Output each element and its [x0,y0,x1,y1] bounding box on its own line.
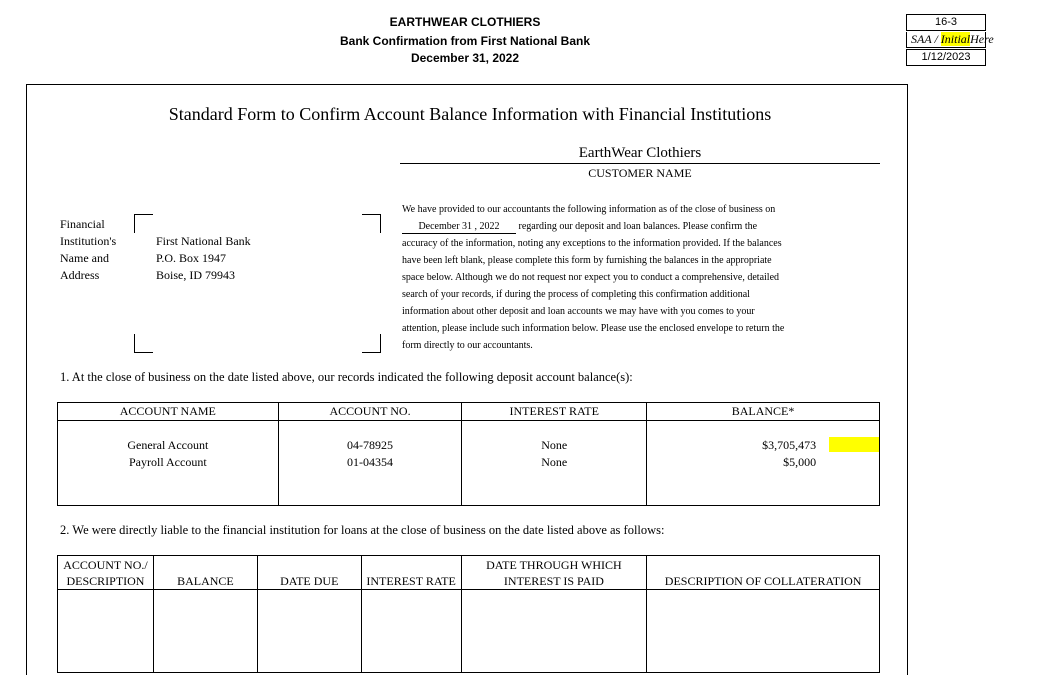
deposit-table-header [58,403,880,421]
balance-value: $5,000 [783,455,817,469]
address-bracket-bottom-left [134,334,153,353]
deposit-table-body [58,421,880,506]
letter-line: We have provided to our accountants the following information as of the close of business on [402,204,776,215]
col-loan-interest-rate: INTEREST RATE [361,556,461,590]
initial-here-suffix: Here [970,32,994,46]
loan-cell [461,590,647,673]
section-1-title: 1. At the close of business on the date listed above, our records indicated the following deposit account balance(s): [60,370,633,384]
section-2-title: 2. We were directly liable to the financial institution for loans at the close of business on the date listed above as follows: [60,523,665,537]
col-date-interest-paid [461,556,647,590]
loan-table [57,555,880,673]
letter-line: space below. Although we do not request nor expect you to conduct a comprehensive, detailed [402,272,780,283]
letter-line-2-rest: regarding our deposit and loan balances. Please confirm the [518,221,758,232]
loan-cell [58,590,154,673]
letter-line: form directly to our accountants. [402,340,533,351]
institution-address [156,233,251,284]
tickmark-highlight-field[interactable] [829,437,879,452]
institution-label-line: Name and [60,251,109,265]
col-balance: BALANCE* [647,403,880,421]
header-line: DESCRIPTION [66,574,145,588]
letter-date-fill: December 31 , 2022 [402,220,516,234]
loan-table-header [58,556,880,590]
form-title: Standard Form to Confirm Account Balance Information with Financial Institutions [168,104,772,124]
interest-rate-cell [462,421,647,506]
reference-index: 16-3 [906,14,986,31]
institution-label-line: Address [60,268,100,282]
col-account-name: ACCOUNT NAME [58,403,279,421]
loan-cell [647,590,880,673]
institution-label-line: Institution's [60,234,117,248]
initials-cell[interactable] [906,32,994,48]
company-title: EARTHWEAR CLOTHIERS [389,15,541,29]
address-bracket-bottom-right [362,334,381,353]
letter-line: accuracy of the information, noting any exceptions to the information provided. If the balances [402,238,782,249]
interest-rate: None [541,455,568,469]
loan-cell [257,590,361,673]
loan-cell [153,590,257,673]
confirmation-letter [402,201,872,354]
header-line: INTEREST IS PAID [503,574,604,588]
account-no: 01-04354 [347,455,394,469]
account-no: 04-78925 [347,438,394,452]
balance-value: $3,705,473 [762,438,817,452]
balance-cell [647,421,880,506]
document-date: December 31, 2022 [410,51,520,65]
col-interest-rate: INTEREST RATE [462,403,647,421]
initial-here-field[interactable]: Initial [940,32,971,46]
preparer-initials: SAA / [911,32,938,46]
reference-date: 1/12/2023 [906,49,986,66]
col-loan-balance: BALANCE [153,556,257,590]
col-collateral-description: DESCRIPTION OF COLLATERATION [647,556,880,590]
letter-line-2 [402,218,872,235]
institution-label-line: Financial [60,217,105,231]
col-account-no: ACCOUNT NO. [278,403,462,421]
interest-rate: None [541,438,568,452]
header-line: ACCOUNT NO./ [63,558,148,572]
address-line: Boise, ID 79943 [156,268,235,282]
col-account-description [58,556,154,590]
header-line: DATE THROUGH WHICH [486,558,622,572]
letter-line: search of your records, if during the process of completing this confirmation additional [402,289,750,300]
account-name-cell [58,421,279,506]
address-line: P.O. Box 1947 [156,251,227,265]
loan-table-body [58,590,880,673]
col-date-due: DATE DUE [257,556,361,590]
letter-line: attention, please include such information below. Please use the enclosed envelope to return the [402,323,785,334]
document-subtitle: Bank Confirmation from First National Bank [339,34,591,48]
address-bracket-top-left [134,214,153,233]
account-name: Payroll Account [129,455,207,469]
account-no-cell [278,421,462,506]
address-line: First National Bank [156,234,251,248]
address-bracket-top-right [362,214,381,233]
deposit-table [57,402,880,506]
customer-name: EarthWear Clothiers [400,145,880,164]
letter-line: have been left blank, please complete this form by furnishing the balances in the appropriate [402,255,772,266]
institution-label [60,216,116,284]
account-name: General Account [127,438,209,452]
customer-name-caption: CUSTOMER NAME [588,166,692,180]
letter-line: information about other deposit and loan accounts we may have with you comes to your [402,306,755,317]
loan-cell [361,590,461,673]
